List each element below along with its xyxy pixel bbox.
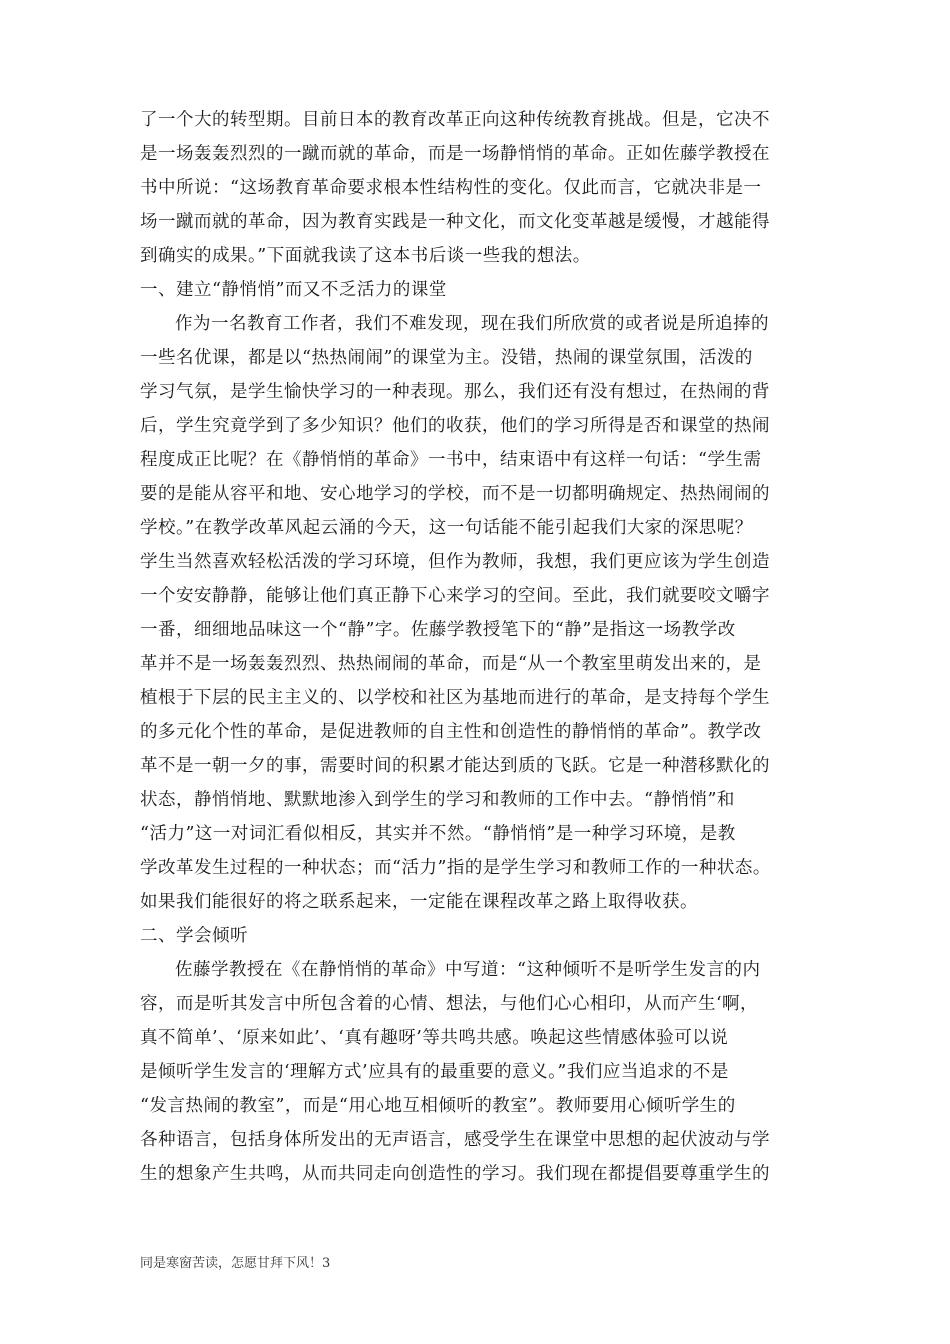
body-line: 程度成正比呢？在《静悄悄的革命》一书中，结束语中有这样一句话：“学生需 (140, 450, 762, 470)
body-line: 一个安安静静，能够让他们真正静下心来学习的空间。至此，我们就要咬文嚼字 (140, 586, 770, 606)
body-line: 学改革发生过程的一种状态；而“活力”指的是学生学习和教师工作的一种状态。 (140, 858, 771, 878)
body-line: 到确实的成果。”下面就我读了这本书后谈一些我的想法。 (140, 246, 591, 266)
body-line: 是一场轰轰烈烈的一蹴而就的革命，而是一场静悄悄的革命。正如佐藤学教授在 (140, 144, 770, 164)
body-line: 的多元化个性的革命，是促进教师的自主性和创造性的静悄悄的革命”。教学改 (140, 722, 762, 742)
body-line: 革并不是一场轰轰烈烈、热热闹闹的革命，而是“从一个教室里萌发出来的，是 (140, 654, 762, 674)
body-line: 容，而是听其发言中所包含着的心情、想法，与他们心心相印，从而产生‘啊， (140, 994, 759, 1014)
section-heading-2: 二、学会倾听 (140, 926, 248, 946)
body-line: 一些名优课，都是以“热热闹闹”的课堂为主。没错，热闹的课堂氛围，活泼的 (140, 348, 753, 368)
paragraph-first-line: 作为一名教育工作者，我们不难发现，现在我们所欣赏的或者说是所追捧的 (175, 314, 769, 334)
body-line: 革不是一朝一夕的事，需要时间的积累才能达到质的飞跃。它是一种潜移默化的 (140, 756, 770, 776)
body-line: 生的想象产生共鸣，从而共同走向创造性的学习。我们现在都提倡要尊重学生的 (140, 1164, 770, 1184)
body-line: 学习气氛，是学生愉快学习的一种表现。那么，我们还有没有想过，在热闹的背 (140, 382, 770, 402)
body-line: 植根于下层的民主主义的、以学校和社区为基地而进行的革命，是支持每个学生 (140, 688, 770, 708)
body-line: 学生当然喜欢轻松活泼的学习环境，但作为教师，我想，我们更应该为学生创造 (140, 552, 770, 572)
body-line: 了一个大的转型期。目前日本的教育改革正向这种传统教育挑战。但是，它决不 (140, 110, 770, 130)
body-line: 真不简单’、‘原来如此’、‘真有趣呀’等共鸣共感。唤起这些情感体验可以说 (140, 1028, 729, 1048)
body-line: 书中所说：“这场教育革命要求根本性结构性的变化。仅此而言，它就决非是一 (140, 178, 762, 198)
body-line: 要的是能从容平和地、安心地学习的学校，而不是一切都明确规定、热热闹闹的 (140, 484, 770, 504)
body-line: 场一蹴而就的革命，因为教育实践是一种文化，而文化变革越是缓慢，才越能得 (140, 212, 770, 232)
body-line: 一番，细细地品味这一个“静”字。佐藤学教授笔下的“静”是指这一场教学改 (140, 620, 736, 640)
body-line: 如果我们能很好的将之联系起来，一定能在课程改革之路上取得收获。 (140, 892, 698, 912)
body-line: 状态，静悄悄地、默默地渗入到学生的学习和教师的工作中去。“静悄悄”和 (140, 790, 735, 810)
body-line: “发言热闹的教室”，而是“用心地互相倾听的教室”。教师要用心倾听学生的 (140, 1096, 736, 1116)
section-heading-1: 一、建立“静悄悄”而又不乏活力的课堂 (140, 280, 447, 300)
body-line: 是倾听学生发言的‘理解方式’应具有的最重要的意义。”我们应当追求的不是 (140, 1062, 729, 1082)
body-line: 后，学生究竟学到了多少知识？他们的收获，他们的学习所得是否和课堂的热闹 (140, 416, 770, 436)
body-line: “活力”这一对词汇看似相反，其实并不然。“静悄悄”是一种学习环境，是教 (140, 824, 736, 844)
body-line: 各种语言，包括身体所发出的无声语言，感受学生在课堂中思想的起伏波动与学 (140, 1130, 770, 1150)
page-footer: 同是寒窗苦读，怎愿甘拜下风！3 (140, 1256, 331, 1271)
paragraph-first-line: 佐藤学教授在《在静悄悄的革命》中写道：“这种倾听不是听学生发言的内 (175, 960, 761, 980)
body-line: 学校。”在教学改革风起云涌的今天，这一句话能不能引起我们大家的深思呢？ (140, 518, 753, 538)
